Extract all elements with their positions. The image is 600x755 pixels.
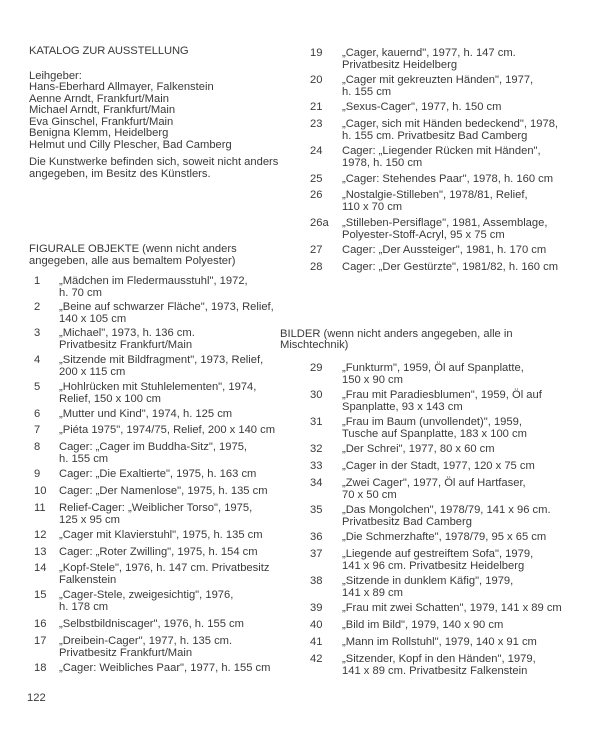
entry-number: 2 [34,301,41,313]
lender: Eva Ginschel, Frankfurt/Main [29,116,174,128]
lender: Benigna Klemm, Heidelberg [29,127,169,139]
entry-number: 34 [310,477,323,489]
entry-text: „Selbstbildniscager", 1976, h. 155 cm [59,618,244,630]
lender: Hans-Eberhard Allmayer, Falkenstein [29,81,214,93]
entry-number: 40 [310,619,323,631]
lender: Aenne Arndt, Frankfurt/Main [29,93,169,105]
entry-number: 17 [34,635,47,647]
entry-number: 35 [310,504,323,516]
entry-text: „Kopf-Stele", 1976, h. 147 cm. Privatbesitz Falkenstein [59,562,270,586]
entry-number: 5 [34,381,41,393]
entry-text: Cager: „Der Aussteiger", 1981, h. 170 cm [342,244,547,256]
entry-text: „Frau mit Paradiesblumen", 1959, Öl auf Spanplatte, 93 x 143 cm [342,389,542,413]
entry-number: 26 [310,189,323,201]
entry-text: „Cager-Stele, zweigesichtig", 1976, h. 178 cm [59,589,234,613]
entry-text: „Bild im Bild", 1979, 140 x 90 cm [342,619,504,631]
entry-number: 13 [34,546,47,558]
entry-text: „Zwei Cager", 1977, Öl auf Hartfaser, 70 x 50 cm [342,477,526,501]
entry-number: 30 [310,389,323,401]
entry-text: „Hohlrücken mit Stuhlelementen", 1974, Relief, 150 x 100 cm [59,381,257,405]
entry-number: 29 [310,362,323,374]
entry-number: 33 [310,460,323,472]
entry-text: „Sitzender, Kopf in den Händen", 1979, 141 x 89 cm. Privatbesitz Falkenstein [342,653,536,677]
entry-text: „Cager mit gekreuzten Händen", 1977, h. 155 cm [342,74,534,98]
entry-number: 11 [34,502,46,514]
entry-number: 18 [34,662,47,674]
lender: Michael Arndt, Frankfurt/Main [29,104,176,116]
entry-text: „Nostalgie-Stilleben", 1978/81, Relief, 110 x 70 cm [342,189,528,213]
entry-number: 27 [310,244,323,256]
entry-number: 21 [310,101,323,113]
entry-number: 24 [310,145,323,157]
entry-text: „Funkturm", 1959, Öl auf Spanplatte, 150 x 90 cm [342,362,524,386]
entry-text: „Stilleben-Persiflage", 1981, Assemblage, Polyester-Stoff-Acryl, 95 x 75 cm [342,217,548,241]
entry-text: „Dreibein-Cager", 1977, h. 135 cm. Privatbesitz Frankfurt/Main [59,635,233,659]
entry-text: „Liegende auf gestreiftem Sofa", 1979, 141 x 96 cm. Privatbesitz Heidelberg [342,548,534,572]
entry-number: 1 [34,275,41,287]
entry-text: Cager: „Der Namenlose", 1975, h. 135 cm [59,485,268,497]
entry-number: 37 [310,548,323,560]
entry-text: „Frau mit zwei Schatten", 1979, 141 x 89 cm [342,602,562,614]
entry-number: 20 [310,74,323,86]
entry-number: 7 [34,424,41,436]
page-number: 122 [27,692,46,704]
bilder-heading-line2: Mischtechnik) [280,339,349,351]
entry-text: „Sitzende mit Bildfragment", 1973, Relief, 200 x 115 cm [59,354,264,378]
entry-number: 38 [310,575,323,587]
entry-text: „Mutter und Kind", 1974, h. 125 cm [59,408,233,420]
entry-text: „Piéta 1975", 1974/75, Relief, 200 x 140 cm [59,424,276,436]
entry-text: Cager: „Liegender Rücken mit Händen", 1978, h. 150 cm [342,145,541,169]
entry-text: „Cager, sich mit Händen bedeckend", 1978, h. 155 cm. Privatbesitz Bad Camberg [342,118,559,142]
entry-number: 15 [34,589,47,601]
entry-number: 26a [310,217,329,229]
entry-number: 32 [310,443,323,455]
lender: Helmut und Cilly Plescher, Bad Camberg [29,139,232,151]
entry-number: 9 [34,468,41,480]
entry-text: „Beine auf schwarzer Fläche", 1973, Relief, 140 x 105 cm [59,301,274,325]
entry-number: 16 [34,618,47,630]
entry-text: „Cager: Weibliches Paar", 1977, h. 155 cm [59,662,271,674]
entry-number: 6 [34,408,41,420]
entry-text: „Die Schmerzhafte", 1978/79, 95 x 65 cm [342,531,547,543]
entry-text: „Cager mit Klavierstuhl", 1975, h. 135 cm [59,529,263,541]
entry-number: 4 [34,354,41,366]
entry-text: Cager: „Roter Zwilling", 1975, h. 154 cm [59,546,258,558]
entry-number: 3 [34,327,41,339]
entry-number: 36 [310,531,323,543]
figurale-heading-line1: FIGURALE OBJEKTE (wenn nicht anders [29,243,237,255]
entry-text: Cager: „Cager im Buddha-Sitz", 1975, h. 155 cm [59,441,248,465]
entry-text: „Sexus-Cager", 1977, h. 150 cm [342,101,502,113]
entry-number: 28 [310,261,323,273]
entry-number: 42 [310,653,323,665]
entry-text: „Frau im Baum (unvollendet)", 1959, Tusche auf Spanplatte, 183 x 100 cm [342,416,527,440]
entry-number: 23 [310,118,323,130]
entry-text: Cager: „Der Gestürzte", 1981/82, h. 160 cm [342,261,559,273]
catalog-title: KATALOG ZUR AUSSTELLUNG [29,45,189,57]
entry-number: 14 [34,562,47,574]
entry-number: 8 [34,441,41,453]
entry-text: „Das Mongolchen", 1978/79, 141 x 96 cm. Privatbesitz Bad Camberg [342,504,551,528]
entry-text: „Cager in der Stadt, 1977, 120 x 75 cm [342,460,535,472]
entry-text: Cager: „Die Exaltierte", 1975, h. 163 cm [59,468,257,480]
entry-number: 41 [310,636,323,648]
entry-number: 31 [310,416,323,428]
entry-text: „Der Schrei", 1977, 80 x 60 cm [342,443,495,455]
ownership-note-line2: angegeben, im Besitz des Künstlers. [29,168,211,180]
entry-number: 25 [310,173,323,185]
entry-number: 19 [310,47,323,59]
entry-text: „Cager, kauernd", 1977, h. 147 cm. Privatbesitz Heidelberg [342,47,516,71]
ownership-note-line1: Die Kunstwerke befinden sich, soweit nicht anders [29,156,279,168]
lenders-label: Leihgeber: [29,70,82,82]
figurale-heading-line2: angegeben, alle aus bemaltem Polyester) [29,255,236,267]
entry-text: „Mädchen im Fledermausstuhl", 1972, h. 70 cm [59,275,248,299]
entry-text: „Sitzende in dunklem Käfig", 1979, 141 x 89 cm [342,575,514,599]
entry-text: „Mann im Rollstuhl", 1979, 140 x 91 cm [342,636,537,648]
entry-text: „Michael", 1973, h. 136 cm. Privatbesitz Frankfurt/Main [59,327,195,351]
entry-text: Relief-Cager: „Weiblicher Torso", 1975, 125 x 95 cm [59,502,253,526]
entry-number: 10 [34,485,47,497]
entry-text: „Cager: Stehendes Paar", 1978, h. 160 cm [342,173,554,185]
entry-number: 12 [34,529,47,541]
bilder-heading-line1: BILDER (wenn nicht anders angegeben, alle in [280,328,513,340]
entry-number: 39 [310,602,323,614]
